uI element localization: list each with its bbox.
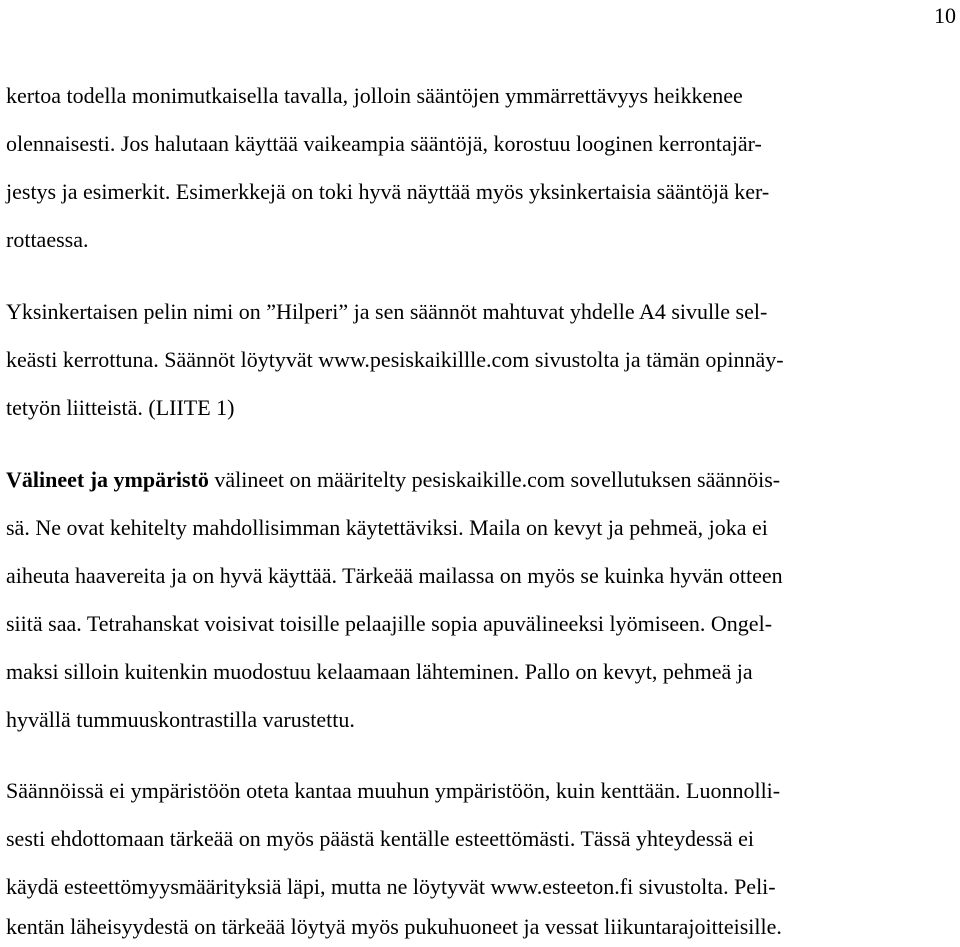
- text-line: olennaisesti. Jos halutaan käyttää vaikeampia sääntöjä, korostuu looginen kerrontajär-: [6, 131, 762, 156]
- section-heading: Välineet ja ympäristö: [6, 467, 209, 492]
- page-number: 10: [934, 3, 956, 28]
- text-line: sä. Ne ovat kehitelty mahdollisimman käytettäviksi. Maila on kevyt ja pehmeä, joka ei: [6, 515, 768, 540]
- text-line: siitä saa. Tetrahanskat voisivat toisille pelaajille sopia apuvälineeksi lyömiseen. Ongel-: [6, 611, 773, 636]
- text-line: maksi silloin kuitenkin muodostuu kelaamaan lähteminen. Pallo on kevyt, pehmeä ja: [6, 659, 753, 684]
- text-line: keästi kerrottuna. Säännöt löytyvät www.pesiskaikillle.com sivustolta ja tämän opinnäy-: [6, 347, 784, 372]
- text-line: [6, 466, 780, 494]
- text-line: kentän läheisyydestä on tärkeää löytyä myös pukuhuoneet ja vessat liikuntarajoitteisille.: [6, 914, 782, 939]
- text-line: jestys ja esimerkit. Esimerkkejä on toki hyvä näyttää myös yksinkertaisia sääntöjä ker-: [6, 179, 770, 204]
- text-line: sesti ehdottomaan tärkeää on myös päästä kentälle esteettömästi. Tässä yhteydessä ei: [6, 826, 754, 851]
- text-line: Säännöissä ei ympäristöön oteta kantaa muuhun ympäristöön, kuin kenttään. Luonnolli-: [6, 778, 781, 803]
- text-line: aiheuta haavereita ja on hyvä käyttää. Tärkeää mailassa on myös se kuinka hyvän otteen: [6, 563, 783, 588]
- text-line: hyvällä tummuuskontrastilla varustettu.: [6, 707, 355, 732]
- text-line: rottaessa.: [6, 227, 89, 252]
- text-span: välineet on määritelty pesiskaikille.com sovellutuksen säännöis-: [208, 467, 781, 492]
- text-line: Yksinkertaisen pelin nimi on ”Hilperi” ja sen säännöt mahtuvat yhdelle A4 sivulle sel-: [6, 299, 768, 324]
- text-line: tetyön liitteistä. (LIITE 1): [6, 395, 235, 420]
- text-line: kertoa todella monimutkaisella tavalla, jolloin sääntöjen ymmärrettävyys heikkenee: [6, 83, 743, 108]
- text-line: käydä esteettömyysmäärityksiä läpi, mutta ne löytyvät www.esteeton.fi sivustolta. Peli-: [6, 874, 776, 899]
